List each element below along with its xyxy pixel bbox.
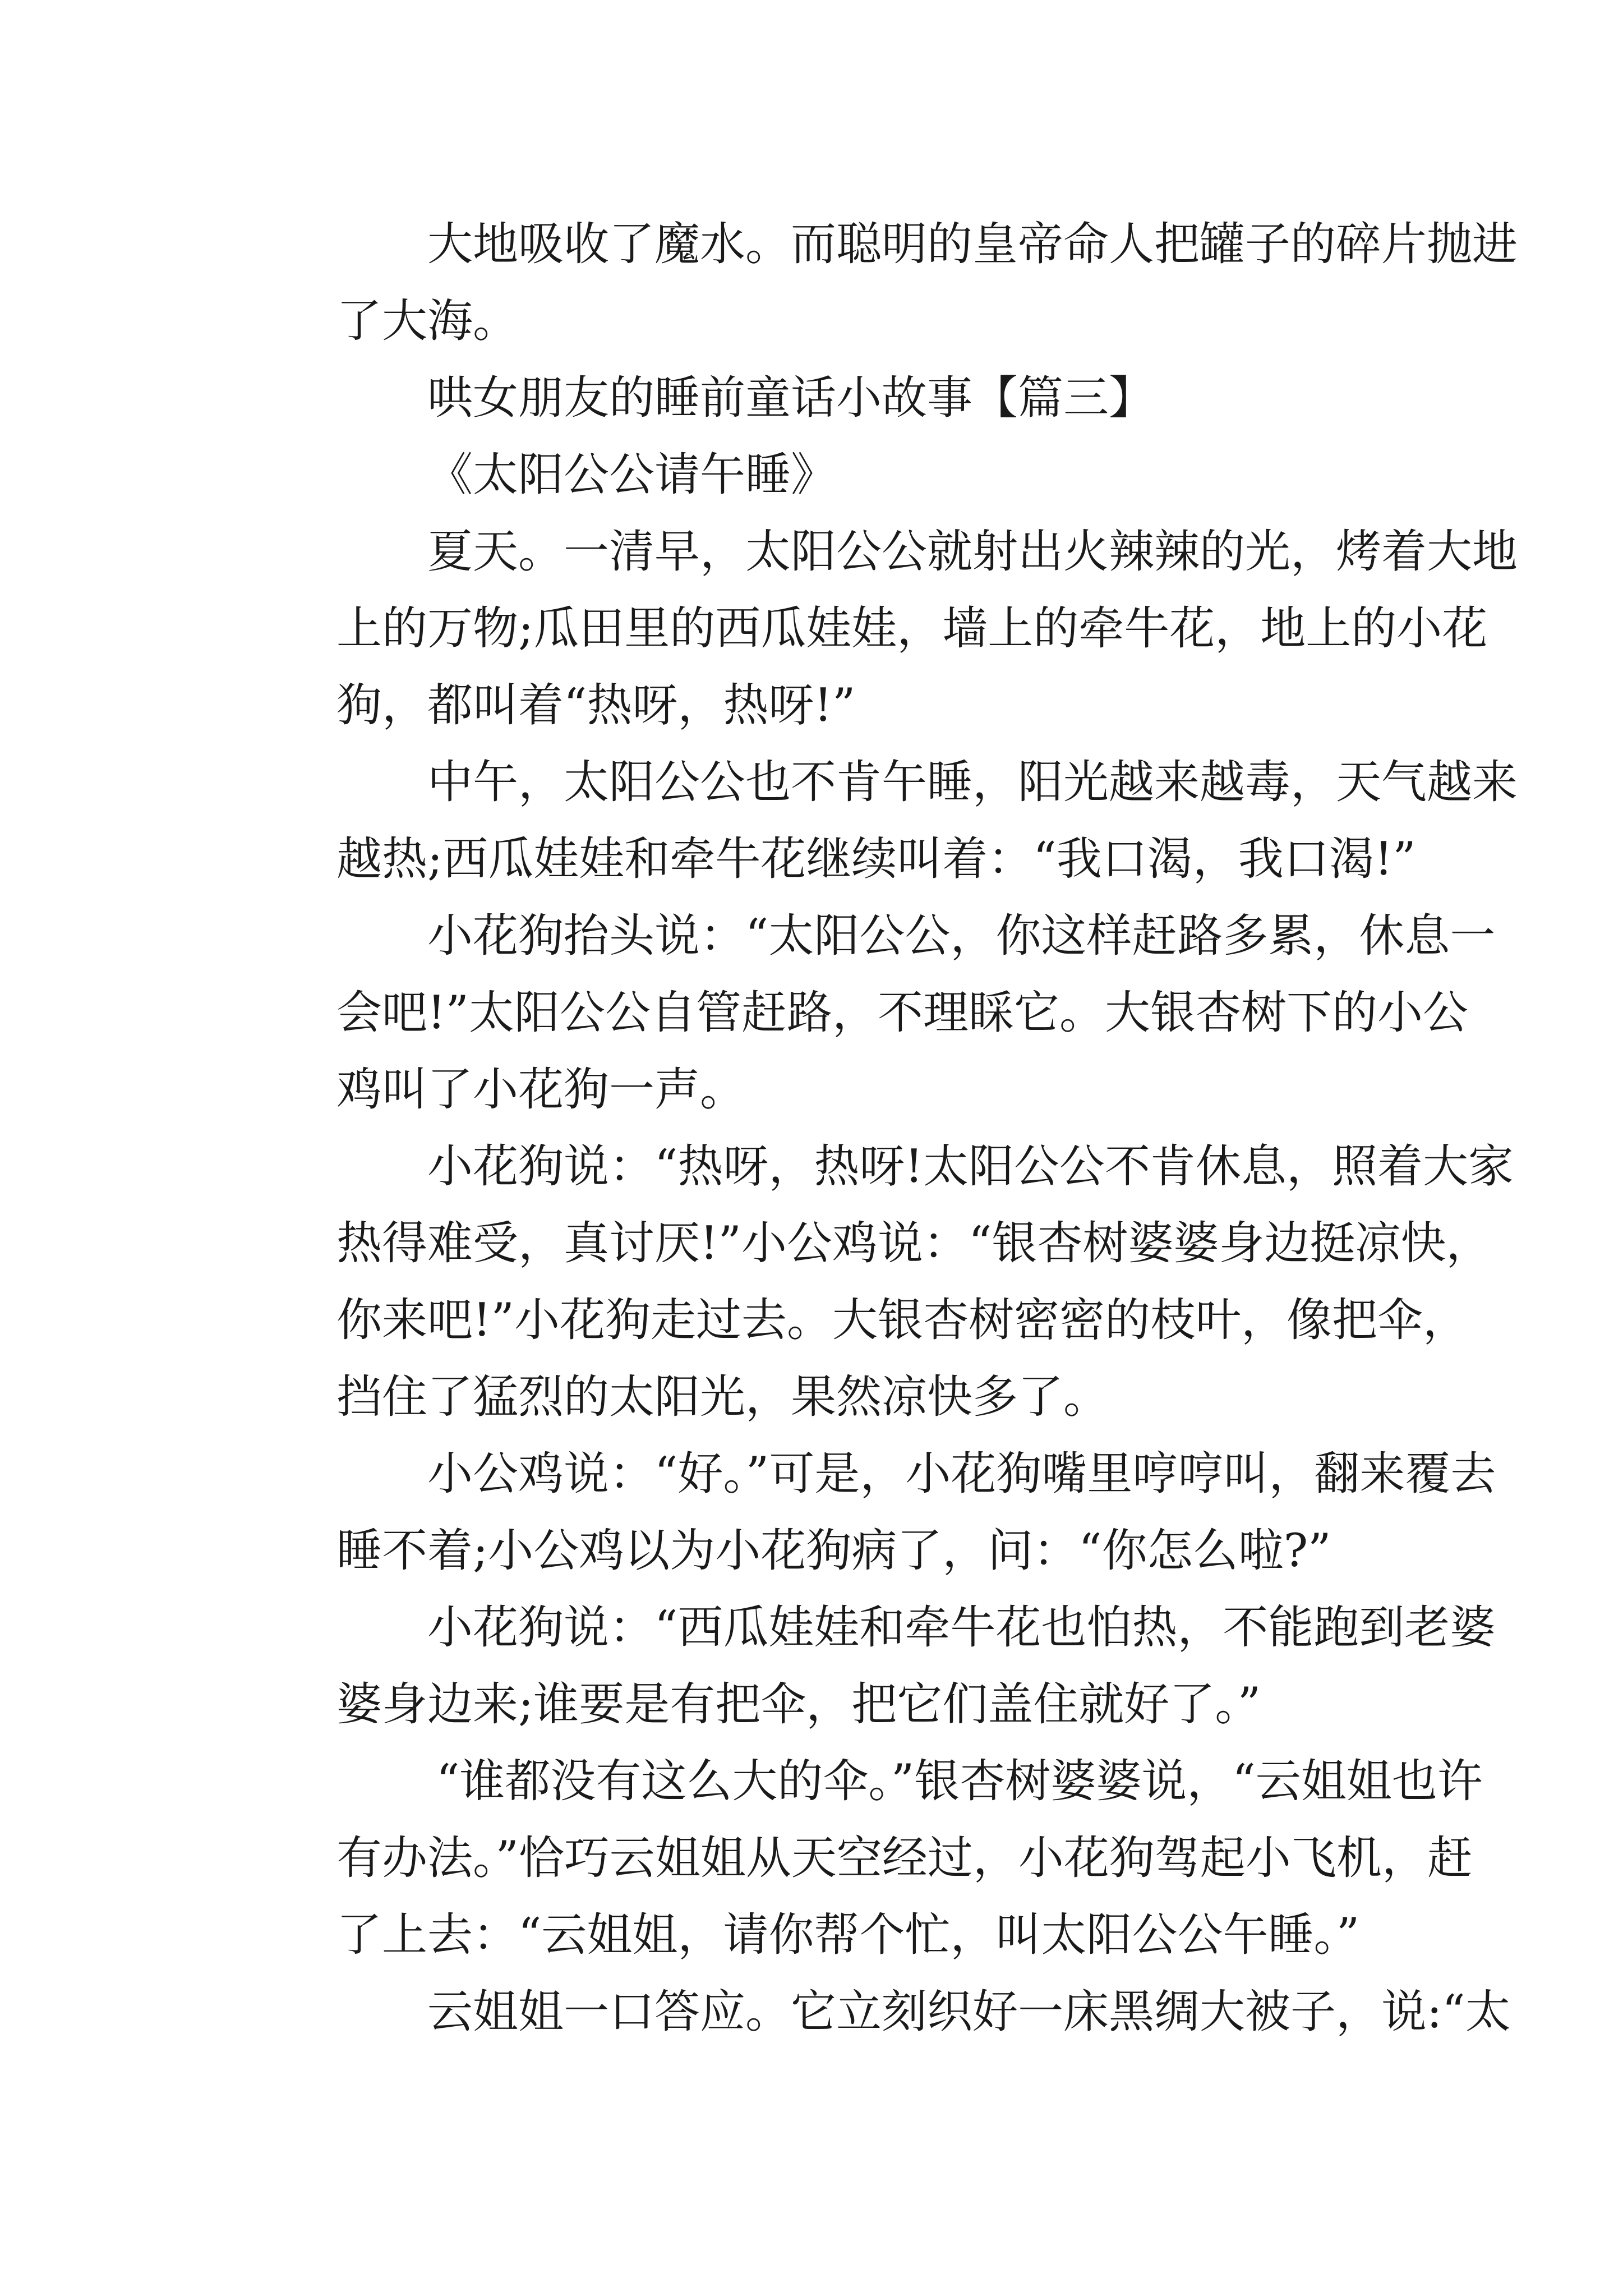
text-line: 越热;西瓜娃娃和牵牛花继续叫着：“我口渴，我口渴!” xyxy=(336,833,1416,886)
text-line: 狗，都叫着“热呀，热呀!” xyxy=(336,679,856,732)
text-line: “谁都没有这么大的伞。”银杏树婆婆说，“云姐姐也许 xyxy=(436,1755,1483,1808)
text-line: 婆身边来;谁要是有把伞，把它们盖住就好了。” xyxy=(336,1678,1261,1731)
text-line: 小花狗说：“热呀，热呀!太阳公公不肯休息，照着大家 xyxy=(427,1140,1514,1193)
text-line: 云姐姐一口答应。它立刻织好一床黑绸大被子，说:“太 xyxy=(427,1986,1511,2039)
text-line: 夏天。一清早，太阳公公就射出火辣辣的光，烤着大地 xyxy=(427,526,1518,578)
paragraph xyxy=(246,1129,1514,1436)
text-line: 你来吧!”小花狗走过去。大银杏树密密的枝叶，像把伞， xyxy=(336,1294,1468,1347)
paragraph xyxy=(246,1590,1496,1743)
text-line: 鸡叫了小花狗一声。 xyxy=(336,1064,746,1116)
text-line: 小花狗说：“西瓜娃娃和牵牛花也怕热，不能跑到老婆 xyxy=(427,1602,1496,1654)
text-line: 小公鸡说：“好。”可是，小花狗嘴里哼哼叫，翻来覆去 xyxy=(427,1448,1496,1501)
text-line: 会吧!”太阳公公自管赶路，不理睬它。大银杏树下的小公 xyxy=(336,987,1468,1039)
paragraph xyxy=(246,206,1518,360)
text-line: 了大海。 xyxy=(336,295,519,348)
paragraph xyxy=(246,1974,1511,2051)
story-title xyxy=(246,437,1378,514)
text-line: 大地吸收了魔水。而聪明的皇帝命人把罐子的碎片抛进 xyxy=(427,218,1518,271)
paragraph xyxy=(246,1436,1496,1590)
text-line: 睡不着;小公鸡以为小花狗病了，问：“你怎么啦?” xyxy=(336,1525,1331,1577)
text-line: 小花狗抬头说：“太阳公公，你这样赶路多累，休息一 xyxy=(427,910,1496,963)
paragraph xyxy=(246,898,1496,1129)
text-line: 上的万物;瓜田里的西瓜娃娃，墙上的牵牛花，地上的小花 xyxy=(336,602,1488,655)
text-line: 哄女朋友的睡前童话小故事【篇三】 xyxy=(427,372,1155,425)
text-line: 了上去：“云姐姐，请你帮个忙，叫太阳公公午睡。” xyxy=(336,1909,1360,1962)
text-line: 有办法。”恰巧云姐姐从天空经过，小花狗驾起小飞机，赶 xyxy=(336,1832,1473,1885)
text-line: 挡住了猛烈的太阳光，果然凉快多了。 xyxy=(336,1371,1109,1424)
text-line: 热得难受，真讨厌!”小公鸡说：“银杏树婆婆身边挺凉快， xyxy=(336,1217,1492,1270)
paragraph xyxy=(246,744,1518,898)
paragraph xyxy=(246,514,1518,744)
paragraph xyxy=(246,1743,1483,1974)
text-line: 《太阳公公请午睡》 xyxy=(427,449,837,501)
section-heading xyxy=(246,360,1378,437)
document-body xyxy=(246,206,1518,2051)
text-line: 中午，太阳公公也不肯午睡，阳光越来越毒，天气越来 xyxy=(427,756,1518,809)
